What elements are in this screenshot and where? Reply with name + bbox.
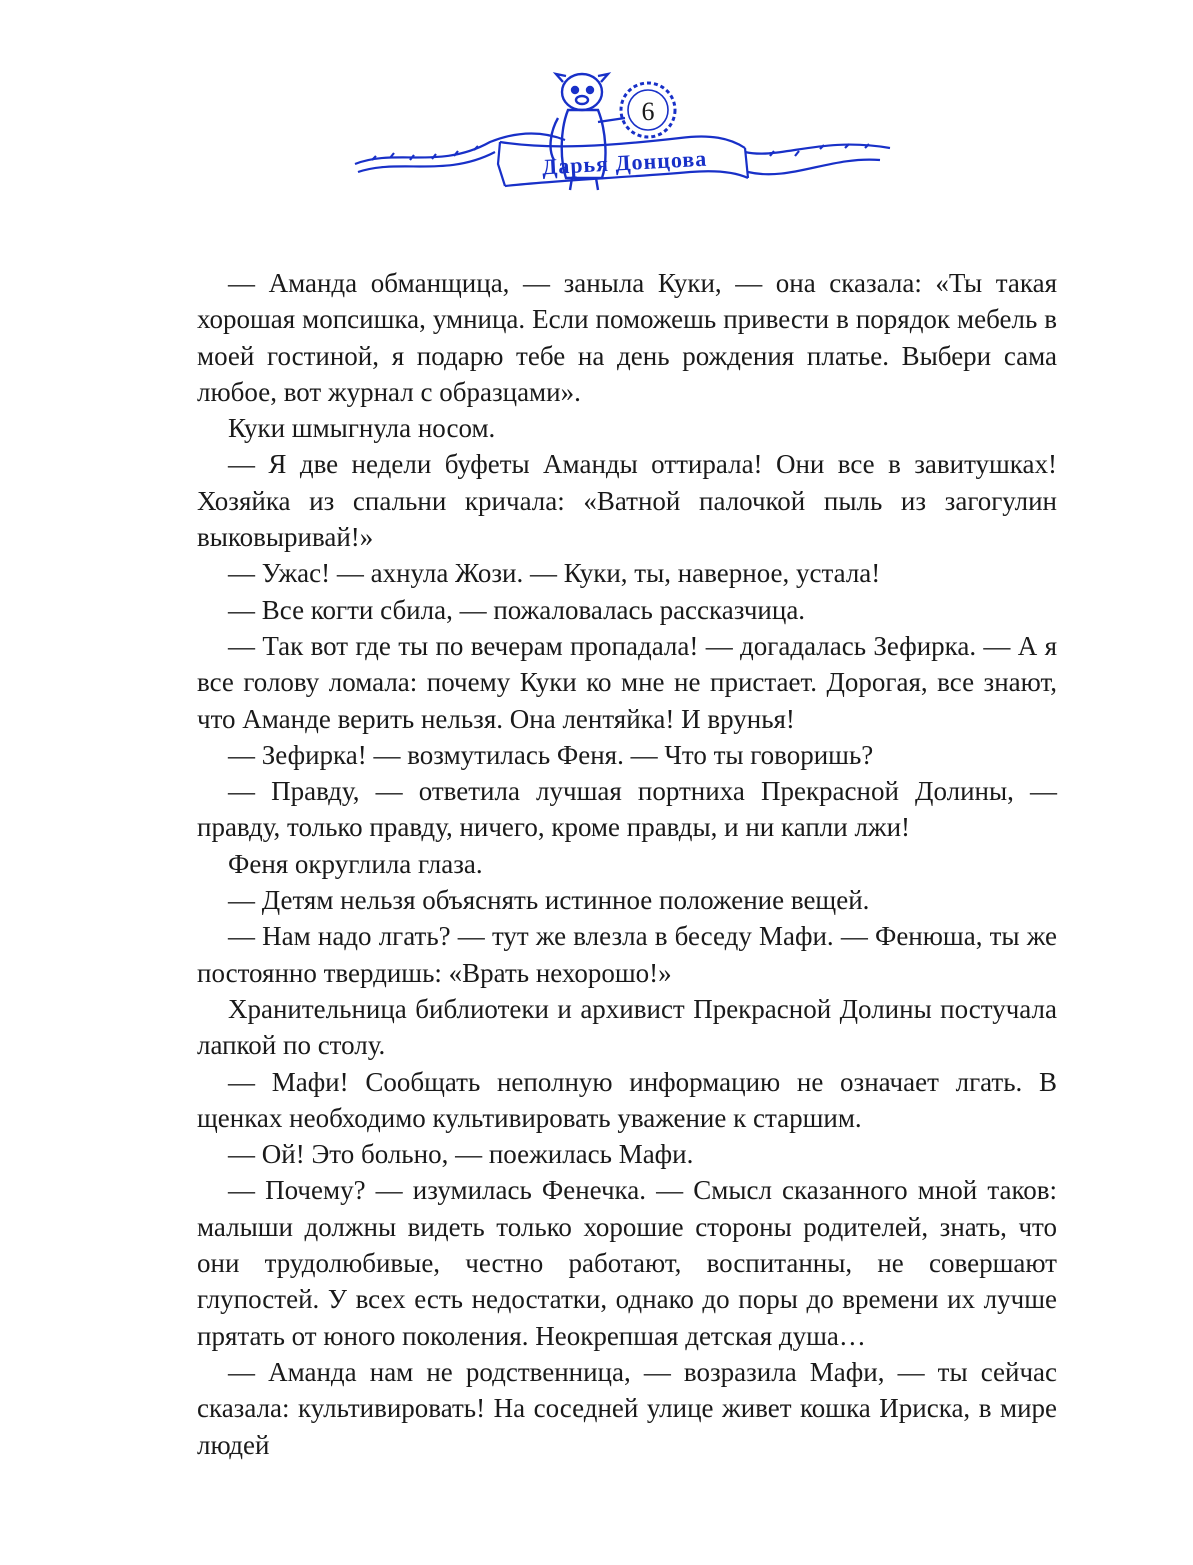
paragraph: — Нам надо лгать? — тут же влезла в беседу Мафи. — Фенюша, ты же постоянно твердишь: «Врать нехорошо!»: [197, 921, 1057, 988]
paragraph: Феня округлила глаза.: [228, 848, 483, 879]
header-ornament: [350, 60, 900, 210]
paragraph: — Так вот где ты по вечерам пропадала! — догадалась Зефирка. — А я все голову ломала: почему Куки ко мне не пристает. Дорогая, все знают, что Аманде верить нельзя. Она лентяйка! И врунья!: [197, 630, 1057, 734]
paragraph: — Мафи! Сообщать неполную информацию не означает лгать. В щенках необходимо культивировать уважение к старшим.: [197, 1066, 1057, 1133]
paragraph: — Почему? — изумилась Фенечка. — Смысл сказанного мной таков: малыши должны видеть только хорошие стороны родителей, знать, что они трудолюбивые, честно работают, воспитанны, не совершают глупостей. У всех есть недостатки, однако до поры до времени их лучше прятать от юного поколения. Неокрепшая детская душа…: [197, 1175, 1057, 1351]
paragraph: — Я две недели буфеты Аманды оттирала! Они все в завитушках! Хозяйка из спальни кричала: «Ватной палочкой пыль из загогулин выковыривай!»: [197, 449, 1057, 553]
paragraph: — Правду, — ответила лучшая портниха Прекрасной Долины, — правду, только правду, ничего, кроме правды, и ни капли лжи!: [197, 776, 1057, 843]
paragraph: — Аманда нам не родственница, — возразила Мафи, — ты сейчас сказала: культивировать! На соседней улице живет кошка Ириска, в мире людей: [197, 1356, 1057, 1460]
paragraph: Куки шмыгнула носом.: [228, 413, 496, 444]
running-header: [350, 60, 900, 210]
paragraph: — Ой! Это больно, — поежилась Мафи.: [228, 1139, 694, 1170]
author-title: Дарья Донцова: [541, 145, 708, 180]
paragraph: — Ужас! — ахнула Жози. — Куки, ты, наверное, устала!: [228, 558, 881, 589]
paragraph: — Все когти сбила, — пожаловалась рассказчица.: [228, 594, 806, 625]
page-number: 6: [641, 97, 655, 126]
paragraph: — Детям нельзя объяснять истинное положение вещей.: [228, 885, 870, 916]
paragraph: — Аманда обманщица, — заныла Куки, — она сказала: «Ты такая хорошая мопсишка, умница. Если поможешь привести в порядок мебель в моей гостиной, я подарю тебе на день рождения платье. Выбери сама любое, вот журнал с образцами».: [197, 268, 1057, 407]
paragraph: — Зефирка! — возмутилась Феня. — Что ты говоришь?: [228, 739, 874, 770]
body-text: [197, 265, 1057, 1463]
paragraph: Хранительница библиотеки и архивист Прекрасной Долины постучала лапкой по столу.: [197, 993, 1057, 1061]
